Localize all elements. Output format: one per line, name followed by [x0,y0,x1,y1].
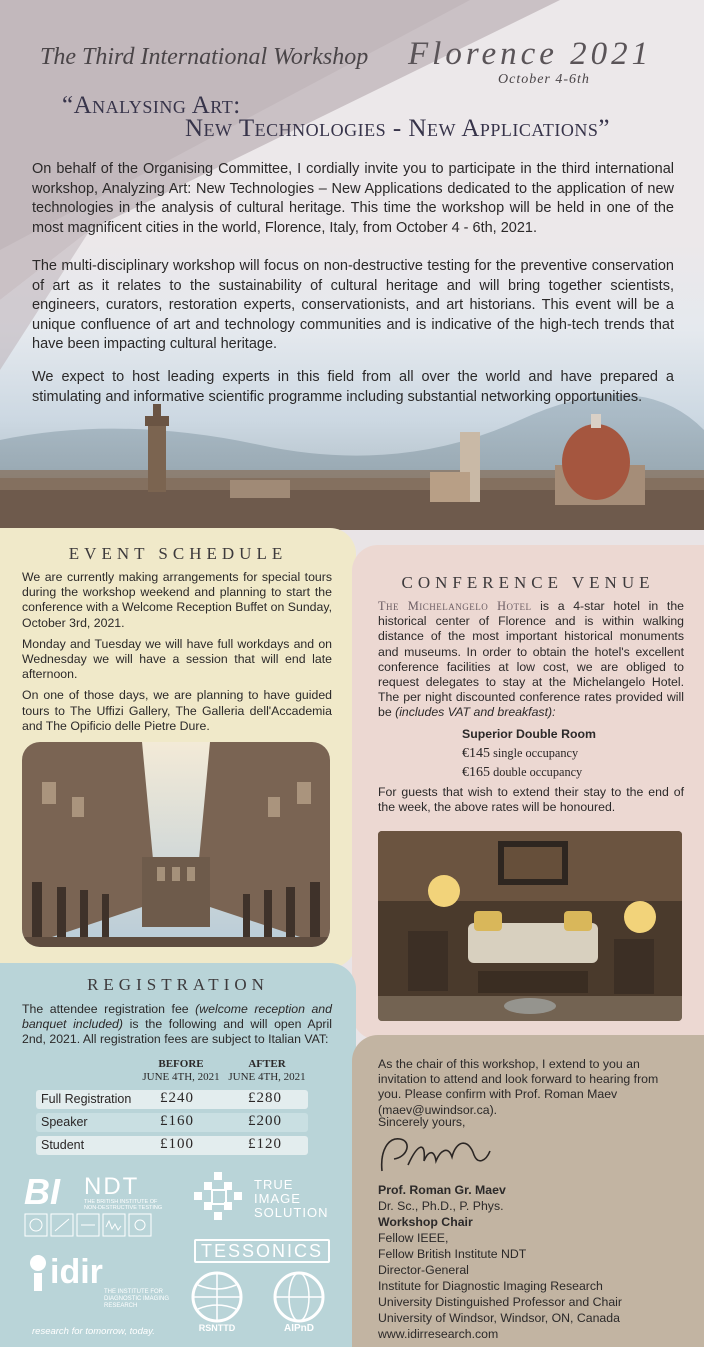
aipnd-logo-label: AIPnD [284,1323,314,1334]
fee-after: £120 [248,1136,282,1152]
rsnttd-logo-label: RSNTTD [198,1323,236,1333]
fee-label: Student [41,1138,85,1152]
registration-intro: The attendee registration fee [22,1002,189,1016]
bindt-logo-ndt: NDT [84,1173,140,1200]
hotel-name: The Michelangelo Hotel [378,599,532,613]
schedule-paragraph: On one of those days, we are planning to have guided tours to The Uffizi Gallery, The Galleria dell'Accademia and The Opificio delle Pietre Dure. [22,688,332,733]
bindt-logo [24,1171,164,1241]
uffizi-gallery-image [22,742,330,947]
column-after-label: AFTER [248,1058,286,1070]
column-after [224,1058,310,1084]
intro-paragraph: On behalf of the Organising Committee, I cordially invite you to participate in the third international workshop, Analyzing Art: New Technologies – New Applications dedicated to the application of new technologies in the analysis of cultural heritage. This time the workshop will be held in one of the most magnificent cities in the world, Florence, Italy, from October 4 - 6th, 2021. [32,161,674,236]
section-title: REGISTRATION [87,975,269,994]
registration-text [22,1002,332,1048]
idir-logo [24,1253,174,1323]
fee-label: Full Registration [41,1092,132,1106]
fee-before: £100 [160,1136,194,1152]
venue-description: is a 4-star hotel in the historical center of Florence and is within walking distance of the most important historical monuments and museums. In order to obtain the hotel's excellent conference facilities at low cost, we are obliged to request delegates to stay at the Michelangelo Hotel. The per night discounted conference rates provided will be [378,599,685,720]
section-title: EVENT SCHEDULE [68,544,288,563]
chair-role: Workshop Chair [378,1215,473,1229]
chair-letter-panel [352,1035,704,1347]
schedule-paragraph: Monday and Tuesday we will have full workdays and on Wednesday we will have a session that will end late afternoon. [22,636,332,682]
rsnttd-logo [184,1271,250,1337]
column-before-date: JUNE 4TH, 2021 [142,1071,220,1083]
table-row [36,1136,308,1155]
chair-degrees: Dr. Sc., Ph.D., P. Phys. [378,1199,504,1213]
rate-row [462,744,596,763]
hero-banner [0,0,704,530]
true-image-solution-logo [194,1168,334,1232]
rate-row [462,763,596,782]
chair-line: Fellow IEEE, [378,1231,449,1245]
chair-name: Prof. Roman Gr. Maev [378,1183,506,1197]
venue-text [378,599,684,721]
signature-image [378,1131,528,1181]
chair-details [378,1182,622,1342]
column-after-date: JUNE 4TH, 2021 [228,1071,306,1083]
fee-after: £280 [248,1090,282,1106]
schedule-paragraph: We are currently making arrangements for special tours during the workshop weekend and planning to start the conference with a Welcome Reception Buffet on Sunday, October 3rd, 2021. [22,570,332,630]
table-row [36,1090,308,1109]
room-type: Superior Double Room [462,727,596,741]
globe-icon [266,1271,332,1323]
idir-logo-name: idir [50,1253,103,1291]
hotel-lobby-image [378,831,682,1021]
section-title: CONFERENCE VENUE [401,573,655,592]
rate-label: single occupancy [493,746,579,760]
workshop-title: The Third International Workshop [40,44,369,70]
fee-after: £200 [248,1113,282,1129]
registration-details: is the following and will open April 2nd, 2021. All registration fees are subject to Italian VAT: [22,1017,332,1047]
chair-line: Director-General [378,1263,469,1277]
bindt-logo-subtitle: THE BRITISH INSTITUTE OF NON-DESTRUCTIVE TESTING [84,1199,163,1211]
venue-rate-note: (includes VAT and breakfast): [395,705,556,720]
chair-line: University of Windsor, Windsor, ON, Canada [378,1311,620,1325]
intro-paragraph: We expect to host leading experts in this field from all over the world and have prepared a stimulating and informative scientific programme including substantial networking opportunities. [32,369,674,405]
fee-before: £240 [160,1090,194,1106]
room-rates [462,725,596,782]
aipnd-logo [266,1271,332,1337]
fee-before: £160 [160,1113,194,1129]
ndt-method-icons [24,1213,164,1239]
extended-stay-note: For guests that wish to extend their stay to the end of the week, the above rates will be honoured. [378,785,684,815]
column-before-label: BEFORE [158,1058,204,1070]
table-row [36,1113,308,1132]
pixel-mark-icon [194,1172,250,1228]
registration-panel [0,963,356,1347]
event-title-line2: New Technologies - New Applications” [185,115,611,142]
idir-logo-subtitle: THE INSTITUTE FOR DIAGNOSTIC IMAGING RESEARCH [104,1289,170,1309]
globe-icon [184,1271,250,1323]
bindt-logo-initials: BI [24,1171,60,1212]
chair-line: Fellow British Institute NDT [378,1247,527,1261]
chair-line: Institute for Diagnostic Imaging Research [378,1279,603,1293]
tessonics-logo: TESSONICS [194,1239,330,1263]
chair-invitation: As the chair of this workshop, I extend to you an invitation to attend and look forward to hearing from you. Please confirm with Prof. Roman Maev (maev@uwindsor.ca). [378,1057,659,1117]
event-title-line1: “Analysing Art: [62,92,241,119]
fee-label: Speaker [41,1115,88,1129]
schedule-text [22,570,332,740]
city-year-title: Florence 2021 [408,36,653,72]
intro-paragraph: The multi-disciplinary workshop will focus on non-destructive testing for the preventive conservation of art as it relates to the sustainability of cultural heritage and will bring together scientists, engineers, curators, restoration experts, conservationists, and art historians. This event will be a unique confluence of art and technology communities and is indicative of the high-tech trends that have been impacting cultural heritage. [32,258,674,352]
idir-tagline: research for tomorrow, today. [32,1326,155,1337]
registration-included: (welcome reception and banquet included) [22,1002,332,1032]
rate-price: €145 [462,746,490,761]
event-dates: October 4-6th [498,72,590,87]
chair-website-link[interactable]: www.idirresearch.com [378,1327,499,1341]
closing: Sincerely yours, [378,1115,466,1129]
column-before [138,1058,224,1084]
rate-price: €165 [462,765,490,780]
rate-label: double occupancy [493,765,583,779]
chair-line: University Distinguished Professor and Chair [378,1295,622,1309]
conference-venue-panel [352,545,704,1040]
event-schedule-panel [0,528,356,968]
true-image-solution-name: TRUE IMAGE SOLUTION [254,1177,329,1220]
